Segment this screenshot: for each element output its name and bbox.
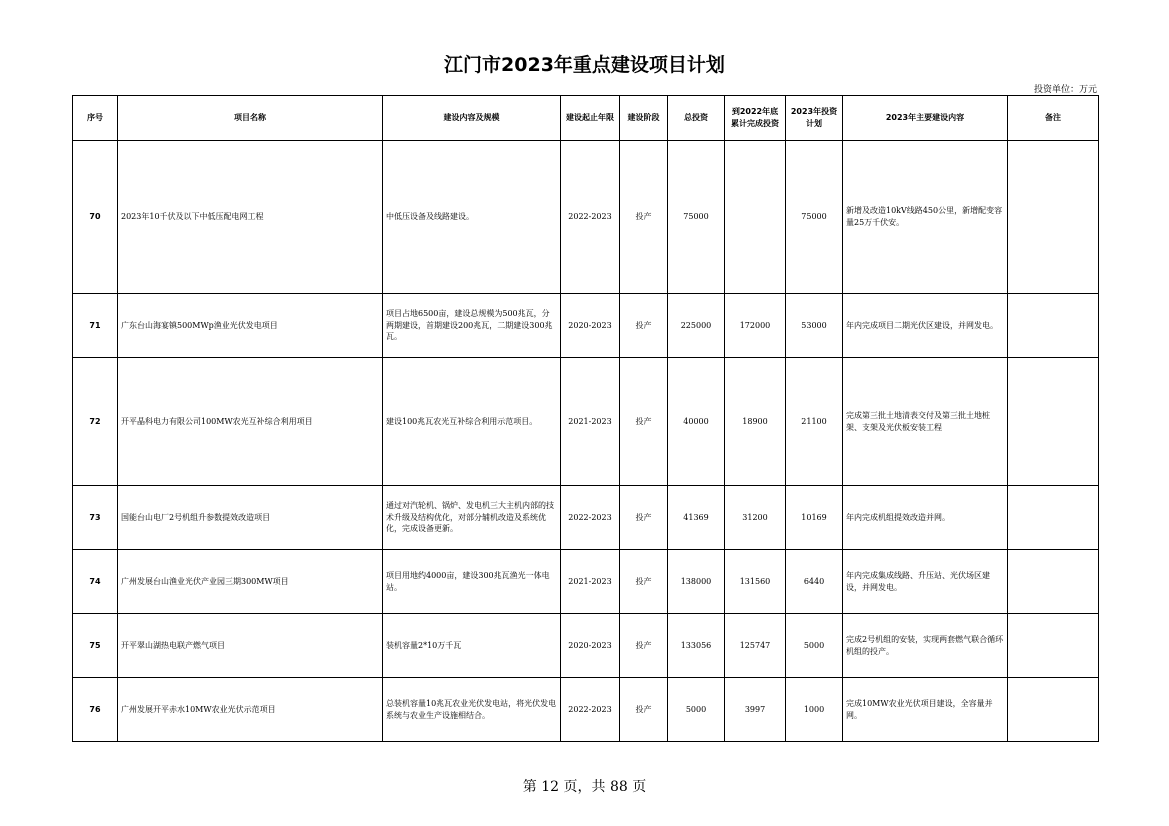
table-header-row: [73, 96, 1099, 141]
header-total-investment: 总投资: [668, 96, 725, 141]
cell-total-investment: 5000: [668, 678, 725, 742]
cell-period: 2022-2023: [561, 141, 620, 294]
cell-note: [1008, 141, 1099, 294]
page-number: 第 12 页，共 88 页: [522, 779, 647, 795]
cell-seq: 75: [73, 614, 118, 678]
cell-plan-2023: 5000: [786, 614, 843, 678]
cell-main-content: 新增及改造10kV线路450公里，新增配变容量25万千伏安。: [843, 141, 1008, 294]
cell-plan-2023: 75000: [786, 141, 843, 294]
cell-main-content: 完成第三批土地清表交付及第三批土地桩架、支架及光伏板安装工程: [843, 358, 1008, 486]
cell-project-name: 广州发展台山渔业光伏产业园三期300MW项目: [118, 550, 383, 614]
cell-period: 2020-2023: [561, 294, 620, 358]
cell-completed-investment: 125747: [725, 614, 786, 678]
cell-period: 2022-2023: [561, 486, 620, 550]
header-scale: 建设内容及规模: [383, 96, 561, 141]
cell-plan-2023: 53000: [786, 294, 843, 358]
table-row: [73, 486, 1099, 550]
table-row: [73, 141, 1099, 294]
cell-stage: 投产: [620, 141, 668, 294]
cell-plan-2023: 21100: [786, 358, 843, 486]
cell-plan-2023: 10169: [786, 486, 843, 550]
cell-project-name: 开平晶科电力有限公司100MW农光互补综合利用项目: [118, 358, 383, 486]
cell-project-name: 开平翠山湖热电联产燃气项目: [118, 614, 383, 678]
cell-project-name: 国能台山电厂2号机组升参数提效改造项目: [118, 486, 383, 550]
cell-main-content: 年内完成集成线路、升压站、光伏场区建设，并网发电。: [843, 550, 1008, 614]
cell-main-content: 年内完成项目二期光伏区建设，并网发电。: [843, 294, 1008, 358]
cell-seq: 72: [73, 358, 118, 486]
cell-stage: 投产: [620, 294, 668, 358]
cell-seq: 70: [73, 141, 118, 294]
cell-seq: 73: [73, 486, 118, 550]
cell-scale: 建设100兆瓦农光互补综合利用示范项目。: [383, 358, 561, 486]
cell-stage: 投产: [620, 550, 668, 614]
cell-stage: 投产: [620, 358, 668, 486]
cell-main-content: 完成2号机组的安装，实现两套燃气联合循环机组的投产。: [843, 614, 1008, 678]
table-row: [73, 550, 1099, 614]
cell-stage: 投产: [620, 678, 668, 742]
cell-note: [1008, 614, 1099, 678]
cell-completed-investment: [725, 141, 786, 294]
cell-scale: 中低压设备及线路建设。: [383, 141, 561, 294]
cell-scale: 项目用地约4000亩，建设300兆瓦渔光一体电站。: [383, 550, 561, 614]
cell-seq: 76: [73, 678, 118, 742]
header-stage: 建设阶段: [620, 96, 668, 141]
cell-project-name: 广东台山海宴镇500MWp渔业光伏发电项目: [118, 294, 383, 358]
cell-seq: 74: [73, 550, 118, 614]
header-note: 备注: [1008, 96, 1099, 141]
cell-completed-investment: 131560: [725, 550, 786, 614]
cell-completed-investment: 172000: [725, 294, 786, 358]
cell-completed-investment: 31200: [725, 486, 786, 550]
cell-plan-2023: 1000: [786, 678, 843, 742]
cell-seq: 71: [73, 294, 118, 358]
header-project-name: 项目名称: [118, 96, 383, 141]
cell-note: [1008, 678, 1099, 742]
cell-total-investment: 138000: [668, 550, 725, 614]
cell-completed-investment: 3997: [725, 678, 786, 742]
cell-period: 2021-2023: [561, 358, 620, 486]
cell-main-content: 年内完成机组提效改造并网。: [843, 486, 1008, 550]
cell-project-name: 2023年10千伏及以下中低压配电网工程: [118, 141, 383, 294]
cell-note: [1008, 294, 1099, 358]
header-seq: 序号: [73, 96, 118, 141]
cell-scale: 项目占地6500亩，建设总规模为500兆瓦，分两期建设，首期建设200兆瓦，二期建设300兆瓦。: [383, 294, 561, 358]
cell-total-investment: 40000: [668, 358, 725, 486]
table-row: [73, 678, 1099, 742]
cell-total-investment: 225000: [668, 294, 725, 358]
cell-total-investment: 75000: [668, 141, 725, 294]
page-title: 江门市2023年重点建设项目计划: [444, 54, 725, 76]
cell-note: [1008, 358, 1099, 486]
table-row: [73, 614, 1099, 678]
table-row: [73, 358, 1099, 486]
cell-scale: 装机容量2*10万千瓦: [383, 614, 561, 678]
cell-stage: 投产: [620, 486, 668, 550]
cell-main-content: 完成10MW农业光伏项目建设，全容量并网。: [843, 678, 1008, 742]
header-main-content: 2023年主要建设内容: [843, 96, 1008, 141]
project-plan-table: [72, 95, 1099, 742]
cell-period: 2020-2023: [561, 614, 620, 678]
header-period: 建设起止年限: [561, 96, 620, 141]
cell-completed-investment: 18900: [725, 358, 786, 486]
cell-note: [1008, 486, 1099, 550]
investment-unit-label: 投资单位：万元: [1033, 85, 1097, 95]
table-row: [73, 294, 1099, 358]
cell-total-investment: 133056: [668, 614, 725, 678]
header-completed-investment: 到2022年底累计完成投资: [725, 96, 786, 141]
cell-note: [1008, 550, 1099, 614]
cell-total-investment: 41369: [668, 486, 725, 550]
cell-project-name: 广州发展开平赤水10MW农业光伏示范项目: [118, 678, 383, 742]
cell-plan-2023: 6440: [786, 550, 843, 614]
cell-scale: 通过对汽轮机、锅炉、发电机三大主机内部的技术升级及结构优化，对部分辅机改造及系统优化，完成设备更新。: [383, 486, 561, 550]
cell-stage: 投产: [620, 614, 668, 678]
cell-scale: 总装机容量10兆瓦农业光伏发电站，将光伏发电系统与农业生产设施相结合。: [383, 678, 561, 742]
cell-period: 2021-2023: [561, 550, 620, 614]
header-plan-2023: 2023年投资计划: [786, 96, 843, 141]
cell-period: 2022-2023: [561, 678, 620, 742]
